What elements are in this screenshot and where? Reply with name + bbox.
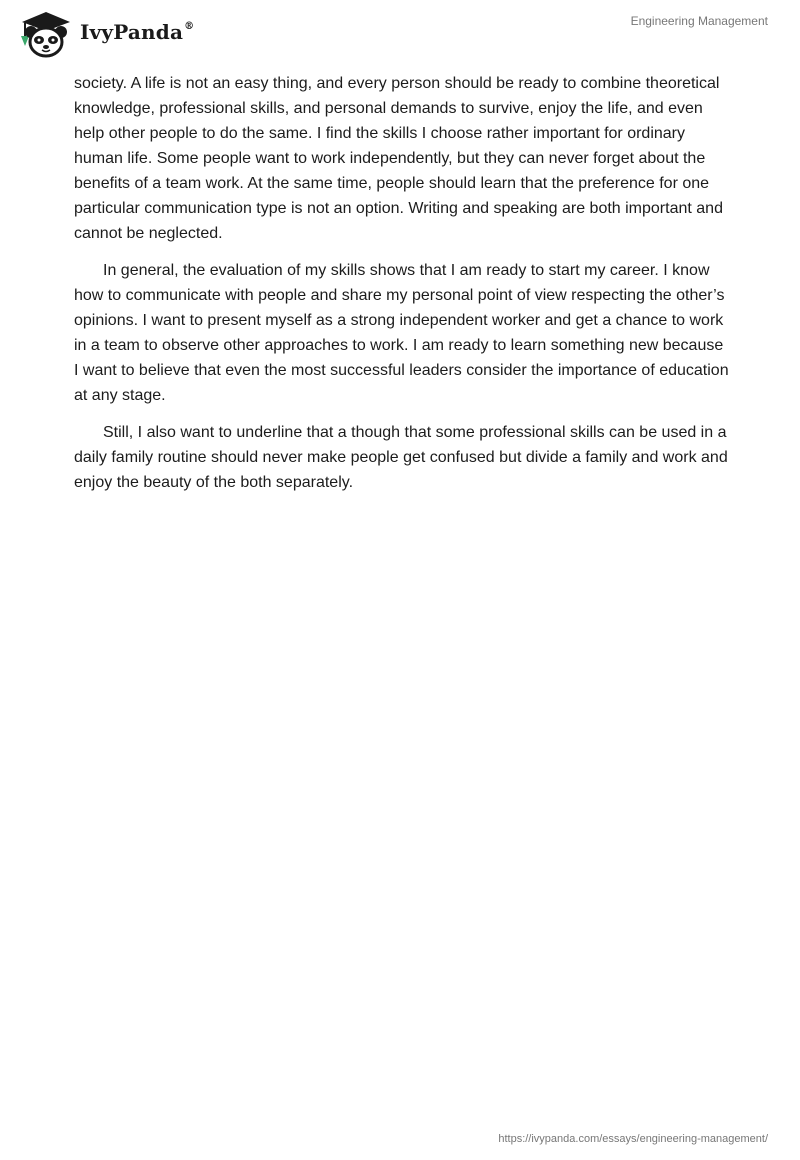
essay-body [74, 71, 729, 507]
registered-mark: ® [184, 21, 195, 33]
paragraph: Still, I also want to underline that a though that some professional skills can be used in a daily family routine should never make people get confused but divide a family and work and enjoy the beauty of the both separately. [74, 424, 728, 491]
paragraph: In general, the evaluation of my skills shows that I am ready to start my career. I know how to communicate with people and share my personal point of view respecting the other’s opinions. I want to present myself as a strong independent worker and get a chance to work in a team to observe other approaches to work. I am ready to learn something new because I want to believe that even the most successful leaders consider the importance of education at any stage. [74, 262, 729, 404]
document-title: Engineering Management [630, 14, 768, 28]
panda-graduate-icon [14, 8, 74, 58]
source-url[interactable]: https://ivypanda.com/essays/engineering-management/ [498, 1133, 768, 1145]
paragraph: society. A life is not an easy thing, and every person should be ready to combine theoretical knowledge, professional skills, and personal demands to survive, enjoy the life, and even help other people to do the same. I find the skills I choose rather important for ordinary human life. Some people want to work independently, but they can never forget about the benefits of a team work. At the same time, people should learn that the preference for one particular communication type is not an option. Writing and speaking are both important and cannot be neglected. [74, 75, 723, 242]
ivypanda-logo[interactable] [14, 8, 194, 58]
brand-name: IvyPanda® [80, 20, 195, 44]
